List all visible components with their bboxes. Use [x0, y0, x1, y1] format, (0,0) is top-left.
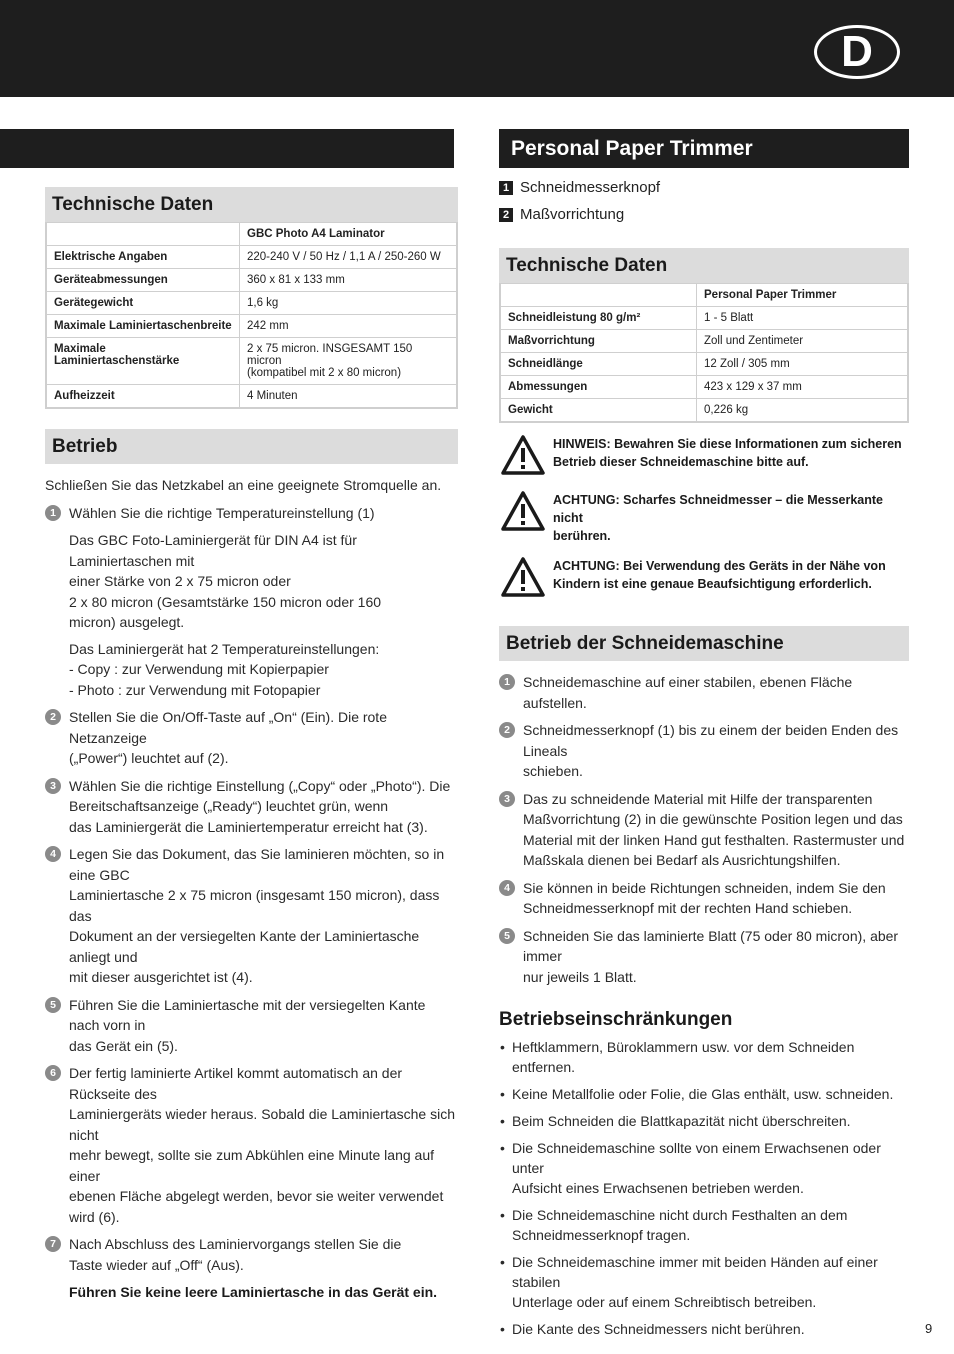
spec-key: Aufheizzeit: [46, 385, 240, 409]
table-row: [46, 315, 457, 338]
spec-key: Gewicht: [500, 399, 697, 423]
intro-text: Schließen Sie das Netzkabel an eine geeignete Stromquelle an.: [45, 477, 442, 493]
table-row: [46, 269, 457, 292]
part-number: 2: [499, 208, 513, 222]
warning-item: [499, 435, 909, 479]
trimmer-spec-section: [499, 248, 909, 423]
list-item: [499, 1111, 909, 1131]
spec-key: Maximale Laminiertaschenbreite: [46, 315, 240, 338]
text-line: Laminiertasche 2 x 75 micron (insgesamt 150 micron), dass das: [69, 887, 440, 924]
list-item: [499, 178, 909, 198]
text-line: mit dieser ausgerichtet ist (4).: [69, 969, 253, 985]
text-line: • Die Schneidemaschine nicht durch Festhalten an dem: [512, 1207, 848, 1223]
step-number: 4: [499, 880, 515, 896]
trimmer-operation-heading: Betrieb der Schneidemaschine: [499, 626, 909, 661]
step-paragraph: [69, 639, 458, 701]
text-line: • Keine Metallfolie oder Folie, die Glas enthält, usw. schneiden.: [512, 1086, 894, 1102]
spec-key: Geräteabmessungen: [46, 269, 240, 292]
text-line: Maßskala dienen bei Bedarf als Ausrichtungshilfen.: [523, 852, 841, 868]
table-row: [500, 284, 908, 307]
table-row: [46, 223, 457, 246]
parts-list: [499, 178, 909, 225]
text-line: berühren.: [553, 529, 611, 543]
trimmer-operation-section: [499, 626, 909, 987]
right-column: [499, 129, 909, 1339]
text-line: Taste wieder auf „Off“ (Aus).: [69, 1256, 244, 1273]
part-number: 1: [499, 181, 513, 195]
text-line: Der fertig laminierte Artikel kommt automatisch an der Rückseite des: [69, 1065, 403, 1102]
step-number: 2: [499, 722, 515, 738]
step-number: 3: [45, 778, 61, 794]
text-line: Stellen Sie die On/Off-Taste auf „On“ (Ein). Die rote Netzanzeige: [69, 709, 387, 746]
text-line: ACHTUNG: Bei Verwendung des Geräts in der Nähe von: [553, 559, 886, 573]
betrieb-heading: Betrieb: [45, 429, 458, 464]
table-column-header: Personal Paper Trimmer: [697, 284, 909, 307]
list-item: [499, 1319, 909, 1339]
limitations-section: [499, 1009, 909, 1339]
warning-triangle-icon: [501, 435, 545, 475]
warning-item: [499, 557, 909, 601]
text-line: - Photo : zur Verwendung mit Fotopapier: [69, 681, 321, 698]
list-item: [499, 720, 909, 782]
spec-value: 242 mm: [240, 315, 458, 338]
step-number: 4: [45, 846, 61, 862]
text-line: Wählen Sie die richtige Einstellung („Copy“ oder „Photo“). Die: [69, 777, 451, 794]
list-item: [499, 1138, 909, 1198]
spec-value: 0,226 kg: [697, 399, 909, 423]
left-column: [45, 129, 458, 1303]
step-paragraph: [69, 530, 458, 633]
text-line: • Beim Schneiden die Blattkapazität nicht überschreiten.: [512, 1113, 851, 1129]
trimmer-spec-heading: Technische Daten: [499, 248, 909, 283]
spec-value-line: (kompatibel mit 2 x 80 micron): [247, 367, 402, 379]
spec-key: Gerätegewicht: [46, 292, 240, 315]
page-number: 9: [925, 1321, 933, 1336]
spec-value: 220-240 V / 50 Hz / 1,1 A / 250-260 W: [240, 246, 458, 269]
text-line: das Gerät ein (5).: [69, 1037, 178, 1054]
table-row: [46, 246, 457, 269]
table-row: [500, 307, 908, 330]
text-line: Das Laminiergerät hat 2 Temperatureinstellungen:: [69, 640, 380, 657]
text-line: Dokument an der versiegelten Kante der Laminiertasche anliegt und: [69, 928, 420, 965]
laminator-operation-section: [45, 429, 458, 1303]
text-line: Legen Sie das Dokument, das Sie laminieren möchten, so in eine GBC: [69, 846, 445, 883]
table-cell: [500, 284, 697, 307]
warning-triangle-icon: [501, 491, 545, 531]
text-line: Laminiergeräts wieder heraus. Sobald die Laminiertasche sich nicht: [69, 1106, 455, 1143]
table-row: [500, 376, 908, 399]
step-text: Wählen Sie die richtige Temperatureinstellung (1): [69, 504, 375, 521]
warning-triangle-icon: [501, 557, 545, 597]
text-line: Maßvorrichtung (2) in die gewünschte Position legen und das: [523, 811, 903, 827]
step-number: 2: [45, 709, 61, 725]
text-line: Sie können in beide Richtungen schneiden, indem Sie den: [523, 879, 886, 896]
laminator-spec-heading: Technische Daten: [45, 187, 458, 222]
laminator-spec-section: [45, 187, 458, 409]
step-number: 5: [499, 928, 515, 944]
list-item: [45, 776, 458, 838]
spec-key: Elektrische Angaben: [46, 246, 240, 269]
language-badge: D: [814, 25, 900, 79]
text-line: Führen Sie die Laminiertasche mit der versiegelten Kante nach vorn in: [69, 996, 426, 1033]
warnings-section: [499, 435, 909, 601]
text-line: • Die Kante des Schneidmessers nicht berühren.: [512, 1321, 805, 1337]
text-line: Schneiden Sie das laminierte Blatt (75 oder 80 micron), aber immer: [523, 927, 899, 964]
table-row: [500, 353, 908, 376]
trimmer-spec-table: [499, 283, 909, 423]
table-cell: [46, 223, 240, 246]
text-line: Schneidmesserknopf (1) bis zu einem der beiden Enden des Lineals: [523, 722, 899, 759]
spec-key: Maximale Laminiertaschenstärke: [46, 338, 240, 385]
text-line: 2 x 80 micron (Gesamtstärke 150 micron oder 160: [69, 593, 382, 610]
spec-value: 360 x 81 x 133 mm: [240, 269, 458, 292]
spec-value: Zoll und Zentimeter: [697, 330, 909, 353]
step-number: 5: [45, 997, 61, 1013]
text-line: Bereitschaftsanzeige („Ready“) leuchtet grün, wenn: [69, 798, 389, 814]
spec-value: 423 x 129 x 37 mm: [697, 376, 909, 399]
spec-value-line: 2 x 75 micron. INSGESAMT 150 micron: [247, 343, 413, 367]
warning-item: [499, 491, 909, 545]
text-line: HINWEIS: Bewahren Sie diese Informationen zum sicheren: [553, 437, 902, 451]
spec-key: Schneidlänge: [500, 353, 697, 376]
table-row: [500, 330, 908, 353]
text-line: ebenen Fläche abgelegt werden, bevor sie weiter verwendet wird (6).: [69, 1188, 444, 1225]
text-line: das Laminiergerät die Laminiertemperatur erreicht hat (3).: [69, 818, 428, 835]
text-line: Betrieb dieser Schneidemaschine bitte auf.: [553, 455, 809, 469]
list-item: [499, 1084, 909, 1104]
text-line: („Power“) leuchtet auf (2).: [69, 750, 229, 766]
list-item: [45, 503, 458, 701]
text-line: - Copy : zur Verwendung mit Kopierpapier: [69, 661, 329, 677]
list-item: [499, 1252, 909, 1312]
part-label: Maßvorrichtung: [520, 206, 625, 223]
text-line: mehr bewegt, sollte sie zum Abkühlen eine Minute lang auf einer: [69, 1147, 434, 1184]
table-row: [500, 399, 908, 423]
list-item: [499, 205, 909, 225]
step-number: 3: [499, 791, 515, 807]
list-item: [499, 672, 909, 713]
list-item: [499, 926, 909, 988]
text-line: Das GBC Foto-Laminiergerät für DIN A4 ist für Laminiertaschen mit: [69, 532, 357, 569]
list-item: [45, 1234, 458, 1303]
table-row: [46, 385, 457, 409]
table-column-header: GBC Photo A4 Laminator: [240, 223, 458, 246]
text-line: schieben.: [523, 763, 583, 779]
step-number: 6: [45, 1065, 61, 1081]
trimmer-title-bar: Personal Paper Trimmer: [499, 129, 909, 168]
text-line: Nach Abschluss des Laminiervorgangs stellen Sie die: [69, 1236, 402, 1252]
spec-value: 12 Zoll / 305 mm: [697, 353, 909, 376]
text-line: • Heftklammern, Büroklammern usw. vor dem Schneiden entfernen.: [512, 1039, 855, 1075]
text-line: • Die Schneidemaschine sollte von einem Erwachsenen oder unter: [512, 1140, 881, 1176]
top-header-bar: [0, 0, 954, 97]
spec-key: Abmessungen: [500, 376, 697, 399]
spec-value: 4 Minuten: [240, 385, 458, 409]
text-line: • Die Schneidemaschine immer mit beiden Händen auf einer stabilen: [512, 1254, 878, 1290]
spec-key: Maßvorrichtung: [500, 330, 697, 353]
table-row: [46, 338, 457, 385]
spec-key: Schneidleistung 80 g/m²: [500, 307, 697, 330]
list-item: [45, 995, 458, 1057]
text-line: Material mit der linken Hand gut festhalten. Rastermuster und: [523, 831, 905, 848]
list-item: [45, 1063, 458, 1227]
list-item: [499, 1037, 909, 1077]
step-number: 1: [45, 505, 61, 521]
list-item: [499, 878, 909, 919]
list-item: [45, 844, 458, 988]
text-line: Schneidmesserknopf tragen.: [512, 1227, 691, 1243]
text-line: Aufsicht eines Erwachsenen betrieben werden.: [512, 1180, 804, 1196]
text-line: Unterlage oder auf einem Schreibtisch betreiben.: [512, 1294, 817, 1310]
text-line: einer Stärke von 2 x 75 micron oder: [69, 573, 291, 589]
list-item: [499, 1205, 909, 1245]
spec-value: [240, 338, 458, 385]
limitations-heading: Betriebseinschränkungen: [499, 1009, 733, 1030]
step-number: 1: [499, 674, 515, 690]
text-line: Schneidmesserknopf mit der rechten Hand schieben.: [523, 900, 853, 916]
spec-value: 1 - 5 Blatt: [697, 307, 909, 330]
text-line: Kindern ist eine genaue Beaufsichtigung erforderlich.: [553, 577, 872, 591]
left-section-bar: [0, 129, 454, 168]
text-line: Das zu schneidende Material mit Hilfe der transparenten: [523, 790, 873, 807]
spec-value: 1,6 kg: [240, 292, 458, 315]
text-line: ACHTUNG: Scharfes Schneidmesser – die Messerkante nicht: [553, 493, 883, 525]
part-label: Schneidmesserknopf: [520, 179, 661, 196]
text-line: nur jeweils 1 Blatt.: [523, 968, 637, 985]
text-line: micron) ausgelegt.: [69, 614, 185, 630]
table-row: [46, 292, 457, 315]
laminator-spec-table: [45, 222, 458, 409]
list-item: [499, 789, 909, 871]
step-number: 7: [45, 1236, 61, 1252]
text-line: Schneidemaschine auf einer stabilen, ebenen Fläche aufstellen.: [523, 674, 853, 711]
list-item: [45, 707, 458, 769]
warning-text: Führen Sie keine leere Laminiertasche in das Gerät ein.: [69, 1284, 438, 1300]
